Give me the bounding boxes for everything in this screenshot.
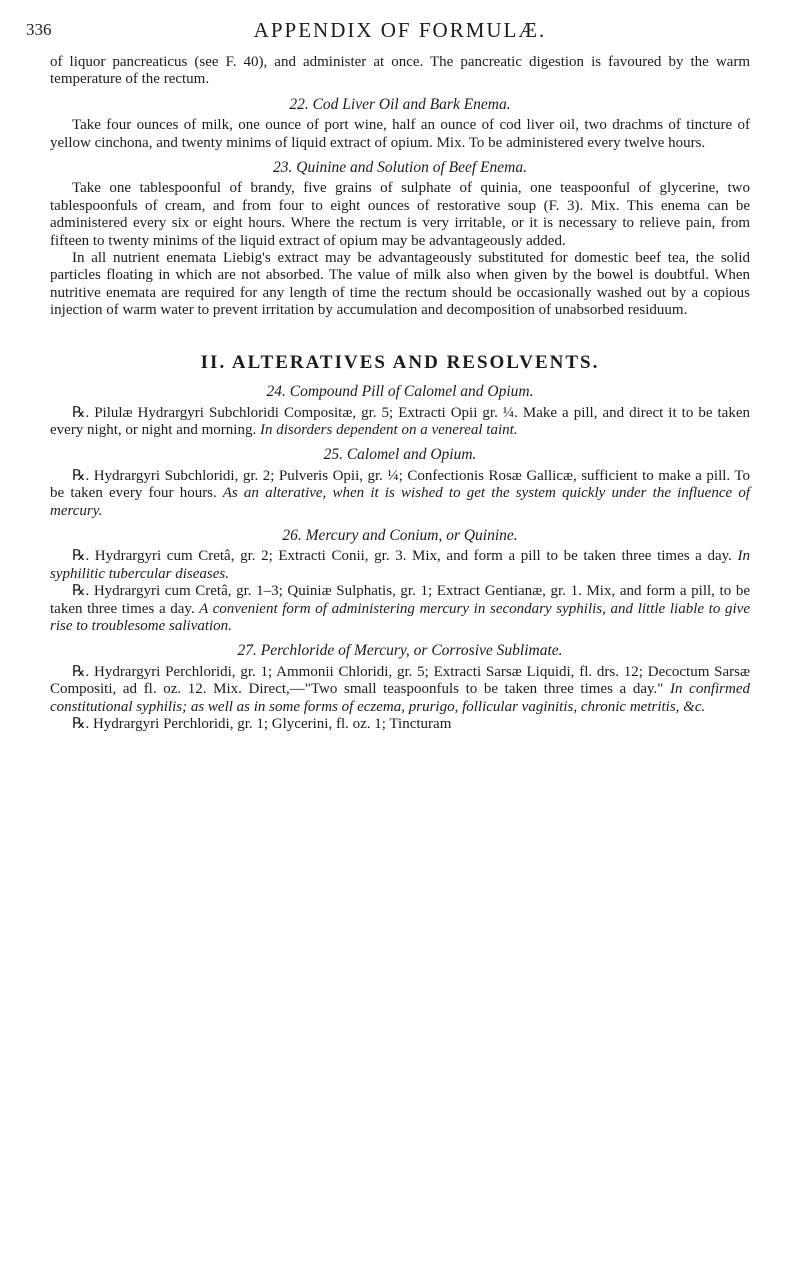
section-title: II. ALTERATIVES AND RESOLVENTS. (200, 351, 600, 373)
formula-heading: 27. Perchloride of Mercury, or Corrosive Sublimate. (237, 642, 563, 660)
page-number: 336 (26, 20, 52, 39)
body-text (50, 54, 750, 733)
paragraph-text: ℞. Hydrargyri Subchloridi, gr. 2; Pulveris Opii, gr. ¼; Confectionis Rosæ Gallicæ, sufficient to make a pill. To be taken every four hours. (50, 467, 750, 502)
paragraph (50, 716, 750, 733)
formula-heading: 23. Quinine and Solution of Beef Enema. (273, 159, 527, 177)
formula-heading: 24. Compound Pill of Calomel and Opium. (266, 383, 534, 401)
formula-heading: 25. Calomel and Opium. (323, 446, 477, 464)
paragraph (50, 180, 750, 250)
paragraph (50, 405, 750, 440)
paragraph (50, 468, 750, 520)
paragraph-text: ℞. Hydrargyri cum Cretâ, gr. 1–3; Quiniæ Sulphatis, gr. 1; Extract Gentianæ, gr. 1. Mix, and form a pill, to be taken three times a day. (50, 583, 750, 617)
paragraph-text: of liquor pancreaticus (see F. 40), and administer at once. The pancreatic digestion is favoured by the warm temperature of the rectum. (50, 54, 750, 88)
paragraph (50, 548, 750, 583)
paragraph-text: Take one tablespoonful of brandy, five grains of sulphate of quinia, one teaspoonful of glycerine, two tablespoonfuls of cream, and from four to eight ounces of restorative soup (F. 3). Mix. This enema can be administered every six or eight hours. Where the rectum is very irritable, or it is necessary to relieve pain, from fifteen to twenty minims of the liquid extract of opium may be advantageously added. (50, 180, 750, 249)
page-header (26, 20, 774, 46)
paragraph-text: Take four ounces of milk, one ounce of port wine, half an ounce of cod liver oil, two drachms of tincture of yellow cinchona, and twenty minims of liquid extract of opium. Mix. To be administered every twelve hours. (50, 117, 750, 151)
paragraph-text: ℞. Pilulæ Hydrargyri Subchloridi Compositæ, gr. 5; Extracti Opii gr. ¼. Make a pill, and direct it to be taken every night, or night and morning. (50, 404, 750, 438)
paragraph-text: In all nutrient enemata Liebig's extract may be advantageously substituted for domestic beef tea, the solid particles floating in which are not absorbed. The value of milk also when given by the bowel is doubtful. When nutritive enemata are required for any length of time the rectum should be occasionally washed out by a copious injection of warm water to prevent irritation by accumulation and decomposition of unabsorbed residuum. (50, 250, 750, 319)
indication-note: In syphilitic tubercular diseases. (50, 548, 750, 582)
paragraph (50, 117, 750, 152)
running-head: APPENDIX OF FORMULÆ. (253, 18, 547, 42)
paragraph-text: ℞. Hydrargyri cum Cretâ, gr. 2; Extracti Conii, gr. 3. Mix, and form a pill to be taken three times a day. (72, 548, 732, 565)
formula-heading: 22. Cod Liver Oil and Bark Enema. (289, 95, 511, 113)
paragraph-text: ℞. Hydrargyri Perchloridi, gr. 1; Glycerini, fl. oz. 1; Tincturam (72, 716, 452, 732)
paragraph (50, 664, 750, 716)
indication-note: In disorders dependent on a venereal taint. (256, 421, 518, 438)
paragraph (50, 54, 750, 89)
indication-note: A convenient form of administering mercury in secondary syphilis, and little liable to give rise to troublesome salivation. (50, 600, 750, 634)
indication-note: In confirmed constitutional syphilis; as well as in some forms of eczema, prurigo, follicular vaginitis, chronic metritis, &c. (50, 681, 750, 715)
paragraph-text: ℞. Hydrargyri Perchloridi, gr. 1; Ammonii Chloridi, gr. 5; Extracti Sarsæ Liquidi, fl. drs. 12; Decoctum Sarsæ Compositi, ad fl. oz. 12. Mix. Direct,—"Two small teaspoonfuls to be taken three times a day." (50, 663, 750, 698)
formula-heading: 26. Mercury and Conium, or Quinine. (282, 526, 518, 544)
indication-note: As an alterative, when it is wished to get the system quickly under the influence of mercury. (50, 485, 750, 519)
paragraph (50, 250, 750, 320)
paragraph (50, 583, 750, 635)
